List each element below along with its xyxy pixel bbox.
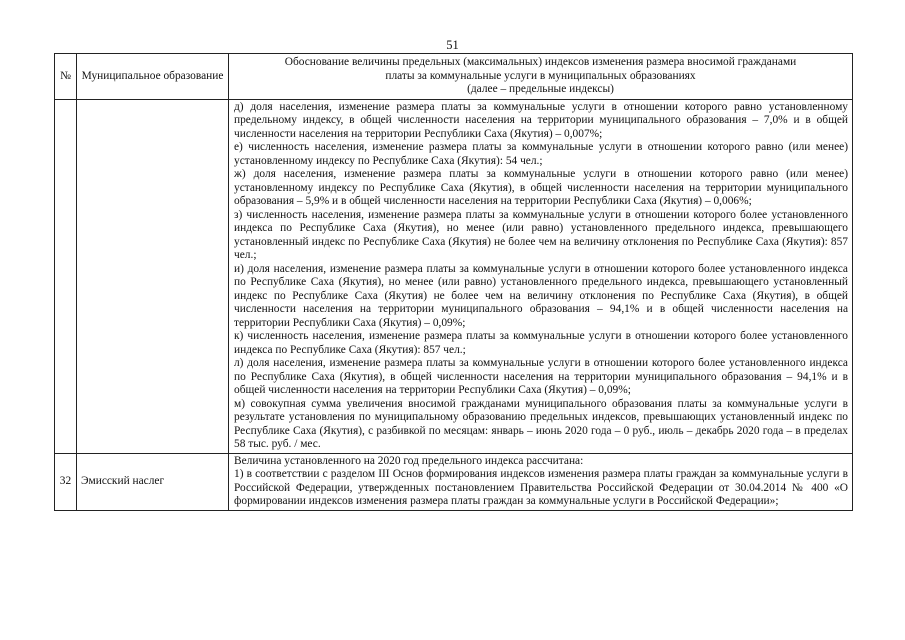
row-number-cell xyxy=(55,99,77,453)
paragraph-1: 1) в соответствии с разделом III Основ формирования индексов изменения размера платы граждан за коммунальные услуги в Российской Федерации, утвержденных постановлением Правительства Российской Федерации от 30.04.2014 № 400 «О формировании индексов изменения размера платы граждан за коммунальные услуги в Российской Федерации»; xyxy=(234,468,848,507)
header-justification-line2: платы за коммунальные услуги в муниципальных образованиях xyxy=(385,69,696,82)
page-number: 51 xyxy=(446,38,459,52)
justification-table xyxy=(54,53,853,511)
paragraph-e: е) численность населения, изменение размера платы за коммунальные услуги в отношении которого равно (или менее) установленному индексу по Республике Саха (Якутия): 54 чел.; xyxy=(234,141,848,167)
table-row-32 xyxy=(55,453,853,510)
paragraph-zh: ж) доля населения, изменение размера платы за коммунальные услуги в отношении которого равно (или менее) установленному индексу по Республике Саха (Якутия), в общей численности населения на территории муниципального образования – 5,9% и в общей численности населения на территории Республики Саха (Якутия) – 0,006%; xyxy=(234,168,848,207)
table-row-continuation xyxy=(55,99,853,453)
paragraph-d: д) доля населения, изменение размера платы за коммунальные услуги в отношении которого равно установленному предельному индексу, в общей численности населения на территории муниципального образования – 7,0% и в общей численности населения на территории Республики Саха (Якутия) – 0,007%; xyxy=(234,100,848,140)
paragraph-l: л) доля населения, изменение размера платы за коммунальные услуги в отношении которого более установленного индекса по Республике Саха (Якутия), в общей численности населения на территории муниципального образования – 94,1% и в общей численности населения на территории Республики Саха (Якутия) – 0,09%; xyxy=(234,357,848,396)
paragraph-i: и) доля населения, изменение размера платы за коммунальные услуги в отношении которого более установленного индекса по Республике Саха (Якутия), но менее (или равно) установленного предельного индекса, превышающего установленный индекс по Республике Саха (Якутия) не более чем на величину отклонения по Республике Саха (Якутия), в общей численности населения на территории муниципального образования – 94,1% и в общей численности населения на территории Республики Саха (Якутия) – 0,09%; xyxy=(234,262,848,329)
header-justification xyxy=(229,54,853,100)
row-justification-cell xyxy=(229,99,853,453)
paragraph-intro: Величина установленного на 2020 год предельного индекса рассчитана: xyxy=(234,454,584,467)
row-justification-cell xyxy=(229,453,853,510)
header-municipality-text: Муниципальное образование xyxy=(81,69,224,82)
header-justification-line1: Обоснование величины предельных (максимальных) индексов изменения размера вносимой гражданами xyxy=(284,56,797,68)
paragraph-k: к) численность населения, изменение размера платы за коммунальные услуги в отношении которого более установленного индекса по Республике Саха (Якутия): 857 чел.; xyxy=(234,330,848,356)
header-municipality xyxy=(77,54,229,100)
row-municipality-cell: Эмисский наслег xyxy=(77,453,229,510)
paragraph-z: з) численность населения, изменение размера платы за коммунальные услуги в отношении которого более установленного индекса по Республике Саха (Якутия), но менее (или равно) установленного предельного индекса, превышающего установленный индекс по Республике Саха (Якутия) не более чем на величину отклонения по Республике Саха (Якутия): 857 чел.; xyxy=(234,208,848,261)
header-number: № xyxy=(55,54,77,100)
table-header-row xyxy=(55,54,853,100)
paragraph-m: м) совокупная сумма увеличения вносимой гражданами муниципального образования платы за коммунальные услуги в результате установления по муниципальному образованию предельных индексов, превышающих установленный индекс по Республике Саха (Якутия), с разбивкой по месяцам: январь – июнь 2020 года – 0 руб., июль – декабрь 2020 года – в пределах 58 тыс. руб. / мес. xyxy=(234,397,848,450)
row-municipality-cell xyxy=(77,99,229,453)
header-justification-line3: (далее – предельные индексы) xyxy=(467,83,614,95)
row-number-cell: 32 xyxy=(55,453,77,510)
